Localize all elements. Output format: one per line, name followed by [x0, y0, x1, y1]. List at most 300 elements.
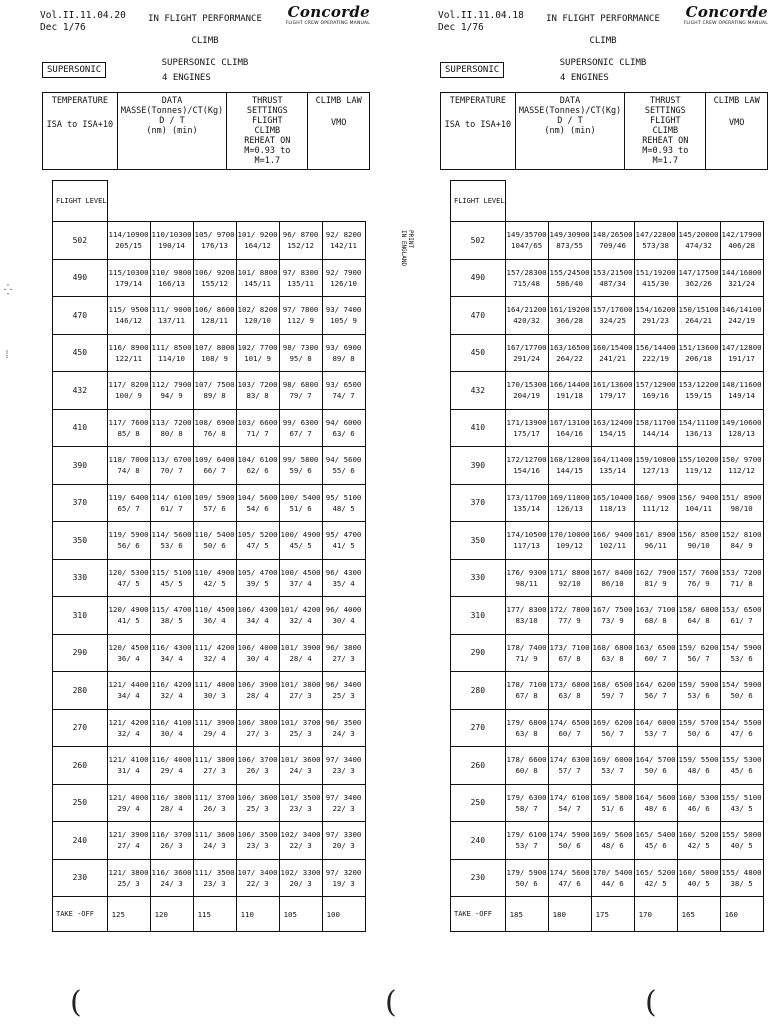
- distance-time-value: 58/ 7: [515, 803, 538, 813]
- performance-cell: [322, 672, 365, 710]
- mass-fuel-value: 119/ 5900: [108, 530, 149, 540]
- mass-fuel-value: 107/ 3400: [237, 867, 278, 877]
- table-row: [451, 747, 764, 785]
- mass-fuel-value: 159/ 5700: [678, 717, 719, 727]
- performance-cell: [150, 747, 193, 785]
- performance-cell: [322, 409, 365, 447]
- mass-fuel-value: 102/ 8200: [237, 305, 278, 315]
- table-row: [53, 597, 366, 635]
- performance-cell: [107, 372, 150, 410]
- mass-fuel-value: 114/ 5600: [151, 530, 192, 540]
- performance-cell: [193, 784, 236, 822]
- mass-fuel-value: 173/11700: [506, 492, 547, 502]
- flight-level-cell: 250: [53, 784, 108, 822]
- performance-cell: [279, 784, 322, 822]
- distance-time-value: 47/ 6: [558, 878, 581, 888]
- distance-time-value: 20/ 3: [289, 878, 312, 888]
- distance-time-value: 114/10: [158, 353, 185, 363]
- conditions-cell: [308, 93, 370, 170]
- performance-cell: [279, 334, 322, 372]
- distance-time-value: 28/ 4: [246, 691, 269, 701]
- mass-fuel-value: 155/ 4800: [721, 867, 762, 877]
- mass-fuel-value: 116/ 3600: [151, 867, 192, 877]
- binding-mark: (: [645, 985, 657, 1020]
- mass-fuel-value: 179/ 6800: [506, 717, 547, 727]
- performance-cell: [677, 297, 720, 335]
- performance-cell: [591, 784, 634, 822]
- table-row: [53, 409, 366, 447]
- performance-cell: [634, 297, 677, 335]
- flight-level-cell: 410: [451, 409, 506, 447]
- performance-cell: [720, 597, 763, 635]
- table-row: [53, 672, 366, 710]
- distance-time-value: 47/ 5: [246, 541, 269, 551]
- performance-cell: [505, 822, 548, 860]
- mass-fuel-value: 108/ 6900: [194, 417, 235, 427]
- performance-cell: [322, 709, 365, 747]
- distance-time-value: 164/12: [244, 241, 271, 251]
- mass-fuel-value: 174/ 5600: [549, 867, 590, 877]
- distance-time-value: 48/ 6: [687, 766, 710, 776]
- conditions-cell: [625, 93, 706, 170]
- performance-cell: [548, 372, 591, 410]
- flight-level-cell: 390: [53, 447, 108, 485]
- distance-time-value: 26/ 3: [246, 766, 269, 776]
- table-row: [53, 222, 366, 260]
- performance-cell: [236, 597, 279, 635]
- mass-fuel-value: 116/ 8900: [108, 342, 149, 352]
- mass-fuel-value: 113/ 7200: [151, 417, 192, 427]
- mass-fuel-value: 96/ 3800: [325, 642, 362, 652]
- performance-cell: [107, 859, 150, 897]
- performance-cell: [322, 297, 365, 335]
- performance-cell: [279, 709, 322, 747]
- distance-time-value: 45/ 6: [644, 841, 667, 851]
- performance-cell: [193, 634, 236, 672]
- mass-fuel-value: 97/ 3400: [325, 755, 362, 765]
- mass-fuel-value: 106/ 4000: [237, 642, 278, 652]
- performance-cell: [279, 859, 322, 897]
- volume-reference: Vol.II.11.04.20: [40, 10, 126, 21]
- mass-fuel-value: 168/ 6800: [592, 642, 633, 652]
- distance-time-value: 291/24: [513, 353, 540, 363]
- performance-cell: [548, 297, 591, 335]
- performance-cell: [107, 709, 150, 747]
- performance-cell: [591, 672, 634, 710]
- mass-fuel-value: 149/10600: [721, 417, 762, 427]
- performance-cell: [322, 484, 365, 522]
- takeoff-mass-cell: 160: [720, 897, 763, 932]
- conditions-table: [440, 92, 768, 170]
- distance-time-value: 42/ 5: [644, 878, 667, 888]
- page-title: [125, 8, 285, 74]
- distance-time-value: 191/17: [728, 353, 755, 363]
- performance-cell: [634, 559, 677, 597]
- mass-fuel-value: 173/ 6800: [549, 680, 590, 690]
- distance-time-value: 53/ 7: [644, 728, 667, 738]
- mass-fuel-value: 171/13900: [506, 417, 547, 427]
- mass-fuel-value: 167/ 7500: [592, 605, 633, 615]
- distance-time-value: 27/ 4: [117, 841, 140, 851]
- distance-time-value: 80/ 8: [160, 428, 183, 438]
- distance-time-value: 50/ 6: [203, 541, 226, 551]
- performance-cell: [677, 259, 720, 297]
- performance-cell: [236, 522, 279, 560]
- distance-time-value: 415/30: [642, 278, 669, 288]
- distance-time-value: 222/19: [642, 353, 669, 363]
- distance-time-value: 31/ 4: [117, 766, 140, 776]
- mass-fuel-value: 117/ 8200: [108, 380, 149, 390]
- mass-fuel-value: 96/ 4300: [325, 567, 362, 577]
- mass-fuel-value: 115/10300: [108, 267, 149, 277]
- mass-fuel-value: 110/ 4500: [194, 605, 235, 615]
- performance-cell: [193, 709, 236, 747]
- distance-time-value: 74/ 8: [117, 466, 140, 476]
- performance-cell: [505, 559, 548, 597]
- mass-fuel-value: 116/ 3800: [151, 792, 192, 802]
- table-row: [451, 334, 764, 372]
- distance-time-value: 118/13: [599, 503, 626, 513]
- distance-time-value: 709/46: [599, 241, 626, 251]
- mass-fuel-value: 150/ 9700: [721, 455, 762, 465]
- temperature-value: ISA to ISA+10: [444, 120, 512, 130]
- distance-time-value: 30/ 4: [160, 728, 183, 738]
- manual-page-right: [438, 0, 768, 1024]
- performance-cell: [505, 484, 548, 522]
- distance-time-value: 60/ 7: [644, 653, 667, 663]
- mass-fuel-value: 169/ 6000: [592, 755, 633, 765]
- performance-cell: [279, 372, 322, 410]
- distance-time-value: 166/13: [158, 278, 185, 288]
- mass-fuel-value: 103/ 6600: [237, 417, 278, 427]
- climb-law-label: CLIMB LAW: [713, 96, 760, 106]
- performance-cell: [634, 822, 677, 860]
- flight-level-cell: 310: [451, 597, 506, 635]
- performance-cell: [236, 222, 279, 260]
- mass-fuel-value: 170/10000: [549, 530, 590, 540]
- performance-cell: [720, 634, 763, 672]
- distance-time-value: 27/ 3: [289, 691, 312, 701]
- performance-cell: [591, 597, 634, 635]
- mass-fuel-value: 110/ 4900: [194, 567, 235, 577]
- distance-time-value: 120/10: [244, 316, 271, 326]
- table-row: [53, 559, 366, 597]
- mass-fuel-value: 114/ 6100: [151, 492, 192, 502]
- distance-time-value: 24/ 3: [160, 878, 183, 888]
- flight-level-cell: 502: [53, 222, 108, 260]
- mass-fuel-value: 111/ 3700: [194, 792, 235, 802]
- performance-cell: [677, 822, 720, 860]
- distance-time-value: 83/10: [515, 616, 538, 626]
- mass-fuel-value: 98/ 6800: [282, 380, 319, 390]
- mass-fuel-value: 169/11000: [549, 492, 590, 502]
- distance-time-value: 37/ 4: [289, 578, 312, 588]
- mass-fuel-value: 152/ 8100: [721, 530, 762, 540]
- performance-cell: [193, 747, 236, 785]
- performance-cell: [193, 859, 236, 897]
- page-reference: [438, 10, 524, 34]
- mass-fuel-value: 100/ 4900: [280, 530, 321, 540]
- distance-time-value: 135/14: [599, 466, 626, 476]
- table-row: [451, 297, 764, 335]
- performance-cell: [677, 372, 720, 410]
- distance-time-value: 126/10: [330, 278, 357, 288]
- mass-fuel-value: 104/ 6100: [237, 455, 278, 465]
- mass-fuel-value: 170/15300: [506, 380, 547, 390]
- performance-cell: [677, 784, 720, 822]
- performance-table: [52, 180, 366, 932]
- mass-fuel-value: 99/ 5800: [282, 455, 319, 465]
- distance-time-value: 108/ 9: [201, 353, 228, 363]
- distance-time-value: 105/ 9: [330, 316, 357, 326]
- table-row: [451, 559, 764, 597]
- performance-cell: [720, 409, 763, 447]
- conditions-cell: [515, 93, 625, 170]
- performance-cell: [279, 522, 322, 560]
- performance-cell: [634, 222, 677, 260]
- flight-level-cell: 432: [451, 372, 506, 410]
- takeoff-mass-cell: 115: [193, 897, 236, 932]
- distance-time-value: 53/ 6: [687, 691, 710, 701]
- performance-cell: [591, 747, 634, 785]
- distance-time-value: 46/ 6: [687, 803, 710, 813]
- flight-level-cell: 270: [53, 709, 108, 747]
- distance-time-value: 27/ 3: [203, 766, 226, 776]
- performance-cell: [720, 784, 763, 822]
- performance-cell: [548, 409, 591, 447]
- mass-fuel-value: 151/ 8900: [721, 492, 762, 502]
- takeoff-mass-cell: 170: [634, 897, 677, 932]
- thrust-line3: REHEAT ON: [642, 136, 689, 146]
- mass-fuel-value: 154/ 5900: [721, 680, 762, 690]
- performance-cell: [677, 222, 720, 260]
- distance-time-value: 206/18: [685, 353, 712, 363]
- mass-fuel-value: 112/ 7900: [151, 380, 192, 390]
- performance-cell: [193, 822, 236, 860]
- distance-time-value: 34/ 4: [160, 653, 183, 663]
- mass-fuel-value: 157/ 7600: [678, 567, 719, 577]
- distance-time-value: 50/ 6: [687, 728, 710, 738]
- performance-cell: [634, 634, 677, 672]
- performance-cell: [677, 709, 720, 747]
- distance-time-value: 53/ 6: [730, 653, 753, 663]
- mass-fuel-value: 148/26500: [592, 230, 633, 240]
- performance-cell: [720, 334, 763, 372]
- performance-cell: [107, 297, 150, 335]
- mass-fuel-value: 105/ 5200: [237, 530, 278, 540]
- mass-fuel-value: 100/ 4500: [280, 567, 321, 577]
- takeoff-row: [451, 897, 764, 932]
- distance-time-value: 264/21: [685, 316, 712, 326]
- data-label: DATA: [161, 96, 183, 106]
- mass-fuel-value: 115/ 9500: [108, 305, 149, 315]
- distance-time-value: 155/12: [201, 278, 228, 288]
- mass-fuel-value: 149/30900: [549, 230, 590, 240]
- performance-cell: [150, 784, 193, 822]
- concorde-logo: [684, 3, 768, 26]
- performance-cell: [150, 334, 193, 372]
- blank-header-cell: [150, 181, 193, 222]
- title-line: CLIMB: [191, 36, 219, 46]
- mass-fuel-value: 116/ 4000: [151, 755, 192, 765]
- distance-time-value: 159/15: [685, 391, 712, 401]
- flight-level-cell: 270: [451, 709, 506, 747]
- distance-time-value: 36/ 4: [203, 616, 226, 626]
- distance-time-value: 22/ 3: [332, 803, 355, 813]
- distance-time-value: 41/ 5: [117, 616, 140, 626]
- performance-cell: [548, 709, 591, 747]
- flight-level-cell: 432: [53, 372, 108, 410]
- mass-fuel-value: 99/ 6300: [282, 417, 319, 427]
- distance-time-value: 76/ 9: [687, 578, 710, 588]
- mass-fuel-value: 98/ 7300: [282, 342, 319, 352]
- distance-time-value: 89/ 8: [332, 353, 355, 363]
- performance-cell: [150, 259, 193, 297]
- mass-fuel-value: 96/ 8700: [282, 230, 319, 240]
- flight-level-cell: 290: [451, 634, 506, 672]
- distance-time-value: 57/ 6: [203, 503, 226, 513]
- performance-cell: [193, 222, 236, 260]
- performance-cell: [505, 672, 548, 710]
- mass-fuel-value: 111/ 4200: [194, 642, 235, 652]
- performance-cell: [591, 372, 634, 410]
- mass-fuel-value: 121/ 3900: [108, 830, 149, 840]
- mass-fuel-value: 157/28300: [506, 267, 547, 277]
- performance-cell: [634, 784, 677, 822]
- distance-time-value: 169/16: [642, 391, 669, 401]
- performance-cell: [150, 409, 193, 447]
- conditions-table: [42, 92, 370, 170]
- data-line3: (nm) (min): [146, 126, 198, 136]
- mass-fuel-value: 119/ 6400: [108, 492, 149, 502]
- performance-cell: [279, 297, 322, 335]
- blank-header-cell: [677, 181, 720, 222]
- distance-time-value: 135/11: [287, 278, 314, 288]
- performance-cell: [505, 409, 548, 447]
- distance-time-value: 30/ 4: [246, 653, 269, 663]
- mass-fuel-value: 106/ 3500: [237, 830, 278, 840]
- table-row: [451, 522, 764, 560]
- mass-fuel-value: 165/ 5200: [635, 867, 676, 877]
- performance-cell: [548, 859, 591, 897]
- distance-time-value: 264/22: [556, 353, 583, 363]
- flight-level-cell: 450: [53, 334, 108, 372]
- flight-level-cell: 290: [53, 634, 108, 672]
- performance-cell: [677, 447, 720, 485]
- distance-time-value: 873/55: [556, 241, 583, 251]
- title-line: IN FLIGHT PERFORMANCE: [148, 14, 262, 24]
- mass-fuel-value: 153/21500: [592, 267, 633, 277]
- mass-fuel-value: 176/ 9300: [506, 567, 547, 577]
- performance-cell: [720, 372, 763, 410]
- takeoff-mass-cell: 180: [548, 897, 591, 932]
- table-row: [53, 522, 366, 560]
- distance-time-value: 38/ 5: [160, 616, 183, 626]
- margin-note-line: IN ENGLAND: [400, 230, 407, 267]
- distance-time-value: 77/ 9: [558, 616, 581, 626]
- mass-fuel-value: 121/ 4100: [108, 755, 149, 765]
- mass-fuel-value: 168/12000: [549, 455, 590, 465]
- distance-time-value: 81/ 9: [644, 578, 667, 588]
- data-line2: D / T: [557, 116, 583, 126]
- distance-time-value: 83/ 8: [246, 391, 269, 401]
- distance-time-value: 24/ 3: [203, 841, 226, 851]
- takeoff-mass-cell: 165: [677, 897, 720, 932]
- performance-cell: [677, 747, 720, 785]
- performance-cell: [720, 672, 763, 710]
- flight-level-cell: 260: [53, 747, 108, 785]
- takeoff-row: [53, 897, 366, 932]
- distance-time-value: 175/17: [513, 428, 540, 438]
- distance-time-value: 1047/65: [511, 241, 543, 251]
- brand-subtitle: FLIGHT CREW OPERATING MANUAL: [683, 21, 768, 26]
- mass-fuel-value: 105/ 9700: [194, 230, 235, 240]
- mass-fuel-value: 111/ 3900: [194, 717, 235, 727]
- thrust-line4: M=0.93 to M=1.7: [244, 146, 291, 166]
- mass-fuel-value: 148/11600: [721, 380, 762, 390]
- climb-law-value: VMO: [330, 118, 347, 128]
- table-row: [53, 447, 366, 485]
- performance-cell: [720, 484, 763, 522]
- flight-level-cell: 350: [451, 522, 506, 560]
- performance-cell: [720, 259, 763, 297]
- distance-time-value: 715/48: [513, 278, 540, 288]
- distance-time-value: 39/ 5: [246, 578, 269, 588]
- distance-time-value: 56/ 7: [687, 653, 710, 663]
- distance-time-value: 111/12: [642, 503, 669, 513]
- distance-time-value: 32/ 4: [203, 653, 226, 663]
- flight-level-cell: 280: [451, 672, 506, 710]
- mass-fuel-value: 116/ 3700: [151, 830, 192, 840]
- mass-fuel-value: 94/ 5600: [325, 455, 362, 465]
- performance-cell: [150, 559, 193, 597]
- mass-fuel-value: 174/ 6300: [549, 755, 590, 765]
- flight-level-cell: 230: [451, 859, 506, 897]
- mass-fuel-value: 118/ 7000: [108, 455, 149, 465]
- mass-fuel-value: 171/ 8800: [549, 567, 590, 577]
- distance-time-value: 128/11: [201, 316, 228, 326]
- mass-fuel-value: 111/ 8500: [151, 342, 192, 352]
- takeoff-mass-cell: 100: [322, 897, 365, 932]
- mass-fuel-value: 101/ 3800: [280, 680, 321, 690]
- distance-time-value: 95/ 8: [289, 353, 312, 363]
- mass-fuel-value: 115/ 5100: [151, 567, 192, 577]
- mass-fuel-value: 106/ 9200: [194, 267, 235, 277]
- distance-time-value: 50/ 6: [730, 691, 753, 701]
- data-label: DATA: [559, 96, 581, 106]
- mass-fuel-value: 102/ 3300: [280, 867, 321, 877]
- flight-level-cell: 330: [53, 559, 108, 597]
- table-row: [451, 484, 764, 522]
- takeoff-mass-cell: 175: [591, 897, 634, 932]
- performance-cell: [591, 859, 634, 897]
- mass-fuel-value: 165/ 5400: [635, 830, 676, 840]
- table-row: [53, 259, 366, 297]
- distance-time-value: 22/ 3: [246, 878, 269, 888]
- flight-level-cell: 250: [451, 784, 506, 822]
- mass-fuel-value: 155/ 5100: [721, 792, 762, 802]
- performance-cell: [279, 597, 322, 635]
- performance-cell: [677, 859, 720, 897]
- distance-time-value: 47/ 5: [117, 578, 140, 588]
- performance-cell: [236, 634, 279, 672]
- mass-fuel-value: 101/ 9200: [237, 230, 278, 240]
- performance-cell: [107, 447, 150, 485]
- mass-fuel-value: 106/ 4300: [237, 605, 278, 615]
- mass-fuel-value: 163/16500: [549, 342, 590, 352]
- mass-fuel-value: 156/14400: [635, 342, 676, 352]
- mass-fuel-value: 153/12200: [678, 380, 719, 390]
